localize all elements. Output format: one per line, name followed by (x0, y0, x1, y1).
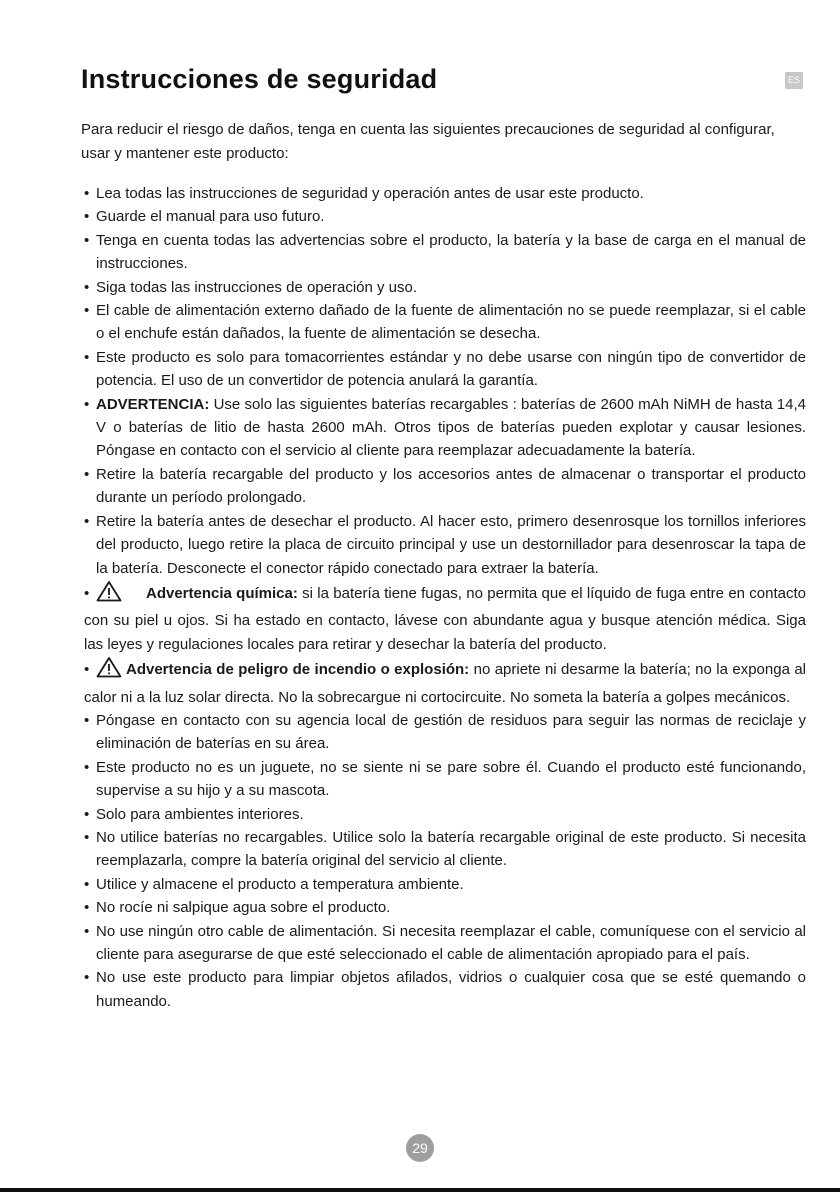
list-item (84, 463, 806, 510)
list-item: • Advertencia química: si la batería tiene fugas, no permita que el líquido de fuga entre en contacto con su piel u ojos. Si ha estado en contacto, lávese con abundante agua y busque atención médica. Siga las leyes y regulaciones locales para retirar y desechar la batería del producto. (84, 580, 806, 656)
rule-text: Siga todas las instrucciones de operación y uso. (96, 278, 418, 296)
warning-label: ADVERTENCIA: (96, 395, 210, 413)
rule-text: Lea todas las instrucciones de seguridad y operación antes de usar este producto. (96, 185, 644, 202)
rule-text: No rocíe ni salpique agua sobre el producto. (96, 899, 391, 917)
warning-label: Advertencia de peligro de incendio o explosión: (126, 661, 470, 679)
list-item: • Advertencia de peligro de incendio o explosión: no apriete ni desarme la batería; no la exponga al calor ni a la luz solar directa. No la sobrecargue ni cortocircuite. No someta la batería a golpes mecánicos. (84, 656, 806, 709)
list-item (84, 803, 806, 826)
intro-paragraph: Para reducir el riesgo de daños, tenga en cuenta las siguientes precauciones de seguridad al configurar, usar y mantener este producto: (81, 121, 775, 162)
list-item (84, 205, 806, 228)
list-item (84, 393, 806, 463)
list-item (84, 873, 806, 896)
list-item (84, 966, 806, 1013)
rule-text: Este producto no es un juguete, no se siente ni se pare sobre él. Cuando el producto esté funcionando, supervise a su hijo y a su mascota. (96, 758, 806, 800)
safety-rules-list (84, 182, 806, 1013)
rule-text: Guarde el manual para uso futuro. (96, 208, 325, 226)
page-title: Instrucciones de seguridad (81, 64, 438, 94)
warning-label: Advertencia química: (146, 584, 298, 602)
warning-triangle-icon (96, 656, 122, 685)
list-item (84, 709, 806, 756)
list-item (84, 510, 806, 580)
page-number: 29 (406, 1134, 434, 1162)
rule-text: Tenga en cuenta todas las advertencias sobre el producto, la batería y la base de carga en el manual de instrucciones. (96, 231, 806, 273)
rule-text: si la batería tiene fugas, no permita que el líquido de fuga entre en contacto con su piel u ojos. Si ha estado en contacto, lávese con abundante agua y busque atención médica. Siga las leyes y regulaciones locales para retirar y desechar la batería del producto. (84, 584, 807, 653)
rule-text: Póngase en contacto con su agencia local de gestión de residuos para seguir las normas de reciclaje y eliminación de baterías en su área. (96, 711, 806, 753)
rule-text: No use ningún otro cable de alimentación. Si necesita reemplazar el cable, comuníquese con el servicio al cliente para asegurarse de que esté seleccionado el cable de alimentación apropiado para el país. (96, 922, 806, 963)
rule-text: Use solo las siguientes baterías recargables : baterías de 2600 mAh NiMH de hasta 14,4 V o baterías de litio de hasta 2600 mAh. Otros tipos de baterías pueden explotar y causar lesiones. Póngase en contacto con el servicio al cliente para reemplazar adecuadamente la batería. (96, 395, 806, 460)
rule-text: Retire la batería antes de desechar el producto. Al hacer esto, primero desenrosque los tornillos inferiores del producto, luego retire la placa de circuito principal y use un destornillador para desenroscar la tapa de la batería. Desconecte el conector rápido conectado para extraer la batería. (96, 512, 806, 577)
rule-text: No utilice baterías no recargables. Utilice solo la batería recargable original de este producto. Si necesita reemplazarla, compre la batería original del servicio al cliente. (96, 828, 806, 870)
rule-text: Utilice y almacene el producto a temperatura ambiente. (96, 875, 464, 893)
warning-triangle-icon (96, 580, 122, 609)
list-item (84, 229, 806, 276)
rule-text: Retire la batería recargable del producto y los accesorios antes de almacenar o transportar el producto durante un período prolongado. (96, 465, 806, 507)
language-badge: ES (785, 72, 803, 89)
rule-text: No use este producto para limpiar objetos afilados, vidrios o cualquier cosa que se esté quemando o humeando. (96, 969, 806, 1010)
list-item (84, 182, 806, 205)
list-item (84, 920, 806, 967)
list-item (84, 826, 806, 873)
bottom-divider (0, 1188, 840, 1192)
rule-text: El cable de alimentación externo dañado de la fuente de alimentación no se puede reemplazar, si el cable o el enchufe están dañados, la fuente de alimentación se desecha. (96, 302, 806, 343)
rule-text: no apriete ni desarme la batería; no la exponga al calor ni a la luz solar directa. No la sobrecargue ni cortocircuite. No someta la batería a golpes mecánicos. (84, 661, 806, 706)
rule-text: Solo para ambientes interiores. (96, 805, 304, 823)
list-item (84, 756, 806, 803)
list-item (84, 896, 806, 919)
rule-text: Este producto es solo para tomacorrientes estándar y no debe usarse con ningún tipo de convertidor de potencia. El uso de un convertidor de potencia anulará la garantía. (96, 348, 806, 390)
list-item (84, 299, 806, 346)
list-item (84, 276, 806, 299)
list-item (84, 346, 806, 393)
